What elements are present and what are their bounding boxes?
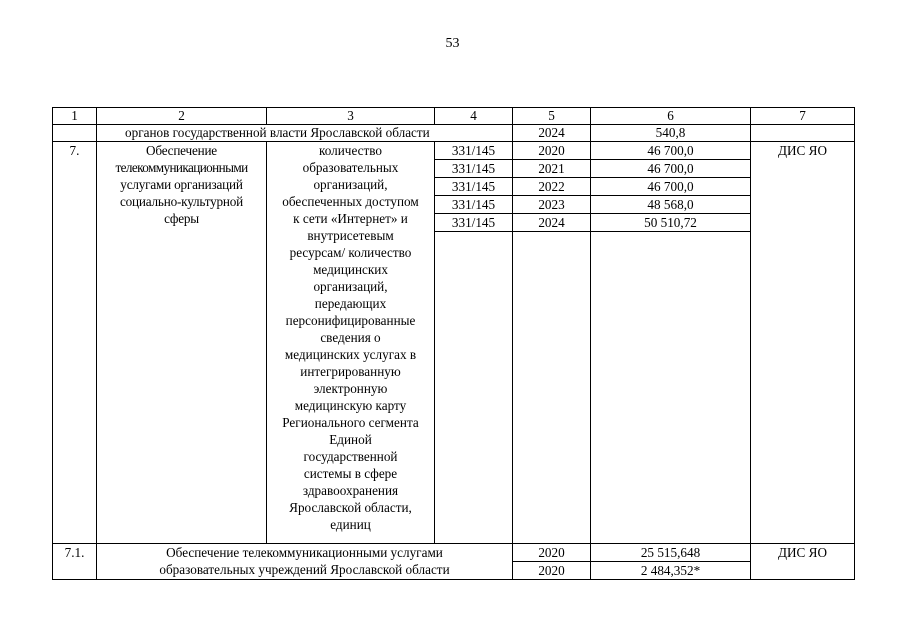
column-number: 1 bbox=[53, 108, 97, 125]
item7-code: 331/145 bbox=[435, 160, 513, 178]
item7-code: 331/145 bbox=[435, 142, 513, 160]
continuation-value: 540,8 bbox=[591, 125, 751, 142]
item71-year: 2020 bbox=[513, 544, 591, 562]
item7-year: 2023 bbox=[513, 196, 591, 214]
item71-name-line: Обеспечение телекоммуникационными услугами bbox=[166, 545, 443, 560]
indicator-line: здравоохранения bbox=[302, 483, 399, 498]
item71-name bbox=[97, 544, 513, 580]
item71-value: 2 484,352* bbox=[591, 562, 751, 580]
item71-executor: ДИС ЯО bbox=[751, 544, 855, 580]
item7-value: 46 700,0 bbox=[591, 142, 751, 160]
continuation-row bbox=[53, 125, 855, 142]
item71-row bbox=[53, 544, 855, 562]
indicator-line: государственной bbox=[303, 449, 398, 464]
indicator-line: сведения о bbox=[320, 330, 381, 345]
column-number: 3 bbox=[267, 108, 435, 125]
item7-code: 331/145 bbox=[435, 214, 513, 232]
item7-year: 2022 bbox=[513, 178, 591, 196]
item7-name-line: сферы bbox=[164, 211, 199, 226]
item7-name-line: социально-культурной bbox=[120, 194, 243, 209]
indicator-line: организаций, bbox=[313, 279, 388, 294]
indicator-line: образовательных bbox=[302, 160, 399, 175]
column-number-row bbox=[53, 108, 855, 125]
item7-executor: ДИС ЯО bbox=[751, 142, 855, 544]
item7-value: 46 700,0 bbox=[591, 178, 751, 196]
indicator-line: медицинскую карту bbox=[294, 398, 407, 413]
item7-name-line: Обеспечение bbox=[146, 143, 217, 158]
indicator-line: медицинских bbox=[313, 262, 388, 277]
continuation-num-cell bbox=[53, 125, 97, 142]
item7-code: 331/145 bbox=[435, 196, 513, 214]
column-number: 5 bbox=[513, 108, 591, 125]
indicator-line: интегрированную bbox=[300, 364, 401, 379]
indicator-line: Регионального сегмента bbox=[282, 415, 419, 430]
indicator-line: системы в сфере bbox=[303, 466, 398, 481]
item7-name-line: телекоммуникационными bbox=[115, 160, 248, 175]
item7-code-filler bbox=[435, 232, 513, 544]
item7-name bbox=[97, 142, 267, 544]
item71-number: 7.1. bbox=[53, 544, 97, 580]
item71-name-line: образовательных учреждений Ярославской области bbox=[159, 562, 450, 577]
indicator-line: передающих bbox=[314, 296, 387, 311]
indicator-line: обеспеченных доступом bbox=[282, 194, 419, 209]
column-number: 7 bbox=[751, 108, 855, 125]
item7-value: 46 700,0 bbox=[591, 160, 751, 178]
indicator-line: персонифицированные bbox=[285, 313, 416, 328]
continuation-year: 2024 bbox=[513, 125, 591, 142]
continuation-executor bbox=[751, 125, 855, 142]
item7-year: 2021 bbox=[513, 160, 591, 178]
column-number: 6 bbox=[591, 108, 751, 125]
item7-value-filler bbox=[591, 232, 751, 544]
item7-number: 7. bbox=[53, 142, 97, 544]
page-number: 53 bbox=[445, 36, 460, 51]
indicator-line: Единой bbox=[329, 432, 372, 447]
indicator-line: единиц bbox=[330, 517, 371, 532]
program-table bbox=[52, 107, 855, 580]
item7-year: 2020 bbox=[513, 142, 591, 160]
column-number: 4 bbox=[435, 108, 513, 125]
indicator-line: количество bbox=[319, 143, 382, 158]
indicator-line: организаций, bbox=[313, 177, 388, 192]
item7-year-filler bbox=[513, 232, 591, 544]
column-number: 2 bbox=[97, 108, 267, 125]
item71-year: 2020 bbox=[513, 562, 591, 580]
indicator-line: внутрисетевым bbox=[307, 228, 394, 243]
item7-code: 331/145 bbox=[435, 178, 513, 196]
indicator-line: медицинских услугах в bbox=[284, 347, 417, 362]
indicator-line: электронную bbox=[313, 381, 388, 396]
indicator-line: Ярославской области, bbox=[289, 500, 412, 515]
item7-indicator bbox=[267, 142, 435, 544]
item7-value: 48 568,0 bbox=[591, 196, 751, 214]
item7-year: 2024 bbox=[513, 214, 591, 232]
continuation-text: органов государственной власти Ярославской области bbox=[97, 125, 513, 142]
item7-value: 50 510,72 bbox=[591, 214, 751, 232]
item71-value: 25 515,648 bbox=[591, 544, 751, 562]
item7-name-line: услугами организаций bbox=[120, 177, 243, 192]
indicator-line: к сети «Интернет» и bbox=[293, 211, 408, 226]
item7-row bbox=[53, 142, 855, 160]
indicator-line: ресурсам/ количество bbox=[289, 245, 412, 260]
